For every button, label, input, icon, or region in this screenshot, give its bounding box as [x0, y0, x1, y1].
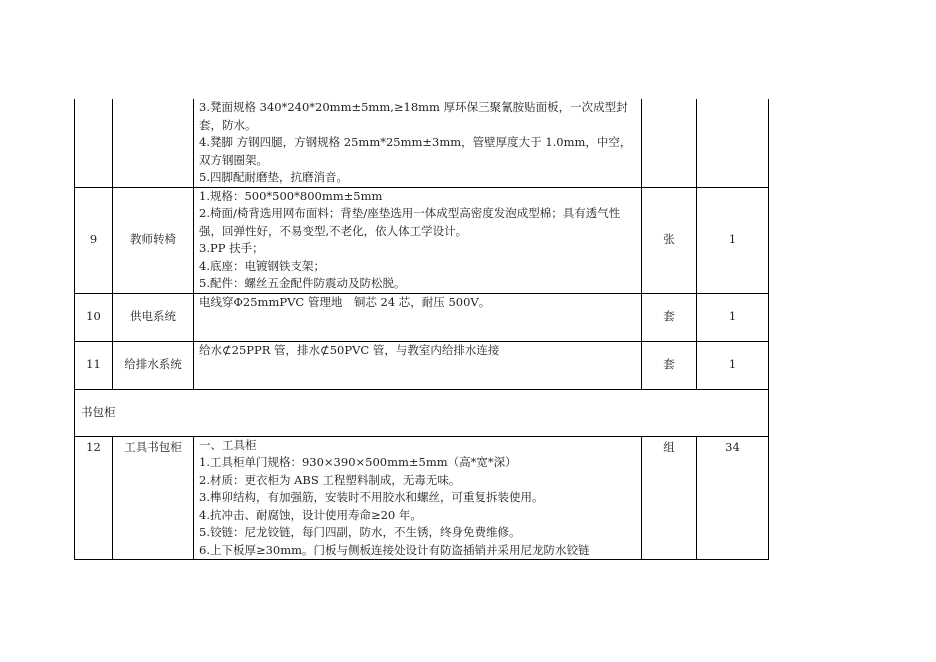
- spec-line: 3.PP 扶手；: [199, 241, 264, 255]
- table-row: [75, 99, 769, 187]
- cell-name[interactable]: 工具书包柜: [113, 436, 194, 560]
- table-row: [75, 187, 769, 293]
- spec-line: 1.规格：500*500*800mm±5mm: [199, 188, 383, 203]
- spec-line: 2.材质：更衣柜为 ABS 工程塑料制成，无毒无味。: [199, 472, 461, 487]
- cell-spec[interactable]: [194, 293, 642, 341]
- cell-spec[interactable]: [194, 187, 642, 293]
- spec-line: 给水⊄25PPR 管，排水⊄50PVC 管，与教室内给排水连接: [199, 342, 500, 357]
- table-row: [75, 341, 769, 389]
- cell-num[interactable]: 10: [75, 293, 113, 341]
- table-row: [75, 293, 769, 341]
- spec-line: 6.上下板厚≥30mm。门板与侧板连接处设计有防盗插销并采用尼龙防水铰链: [199, 542, 590, 557]
- spec-line: 4.抗冲击、耐腐蚀，设计使用寿命≥20 年。: [199, 507, 422, 522]
- cell-spec[interactable]: [194, 341, 642, 389]
- cell-unit[interactable]: 组: [642, 436, 697, 560]
- spec-line: 5.铰链：尼龙铰链，每门四副，防水，不生锈，终身免费维修。: [199, 525, 521, 539]
- cell-name[interactable]: 给排水系统: [113, 341, 194, 389]
- spec-line: 2.椅面/椅背选用网布面料；背垫/座垫选用一体成型高密度发泡成型棉；具有透气性强，回弹性好，不易变型,不老化，依人体工学设计。: [199, 206, 621, 238]
- procurement-table: [74, 99, 769, 560]
- section-row: [75, 389, 769, 436]
- cell-unit[interactable]: 套: [642, 293, 697, 341]
- spec-line: 电线穿Φ25mmPVC 管理地 铜芯 24 芯，耐压 500V。: [199, 294, 491, 309]
- cell-qty[interactable]: 1: [697, 341, 769, 389]
- cell-qty[interactable]: 34: [697, 436, 769, 560]
- spec-line: 4.凳脚 方钢四腿，方钢规格 25mm*25mm±3mm，管壁厚度大于 1.0mm，中空，双方钢圈架。: [199, 135, 632, 167]
- cell-num[interactable]: 12: [75, 436, 113, 560]
- cell-unit[interactable]: [642, 99, 697, 187]
- cell-num[interactable]: 9: [75, 187, 113, 293]
- spec-line: 5.配件：螺丝五金配件防震动及防松脱。: [199, 276, 406, 290]
- spec-line: 3.榫卯结构，有加强筋，安装时不用胶水和螺丝，可重复拆装使用。: [199, 490, 544, 504]
- spec-line: 1.工具柜单门规格：930×390×500mm±5mm（高*宽*深）: [199, 455, 517, 469]
- cell-num[interactable]: 11: [75, 341, 113, 389]
- spec-line: 5.四脚配耐磨垫，抗磨消音。: [199, 170, 348, 184]
- cell-spec[interactable]: [194, 436, 642, 560]
- cell-name[interactable]: 供电系统: [113, 293, 194, 341]
- spec-line: 4.底座：电镀钢铁支架；: [199, 258, 325, 273]
- section-title[interactable]: 书包柜: [75, 389, 769, 436]
- spec-line: 3.凳面规格 340*240*20mm±5mm,≥18mm 厚环保三聚氰胺贴面板，一次成型封套，防水。: [199, 100, 628, 132]
- cell-qty[interactable]: 1: [697, 293, 769, 341]
- cell-unit[interactable]: 套: [642, 341, 697, 389]
- cell-name[interactable]: [113, 99, 194, 187]
- spreadsheet-sheet: [74, 99, 768, 560]
- spec-line: 一、工具柜: [199, 437, 257, 452]
- cell-qty[interactable]: [697, 99, 769, 187]
- cell-unit[interactable]: 张: [642, 187, 697, 293]
- cell-name[interactable]: 教师转椅: [113, 187, 194, 293]
- cell-num[interactable]: [75, 99, 113, 187]
- cell-qty[interactable]: 1: [697, 187, 769, 293]
- table-row: [75, 436, 769, 560]
- cell-spec[interactable]: [194, 99, 642, 187]
